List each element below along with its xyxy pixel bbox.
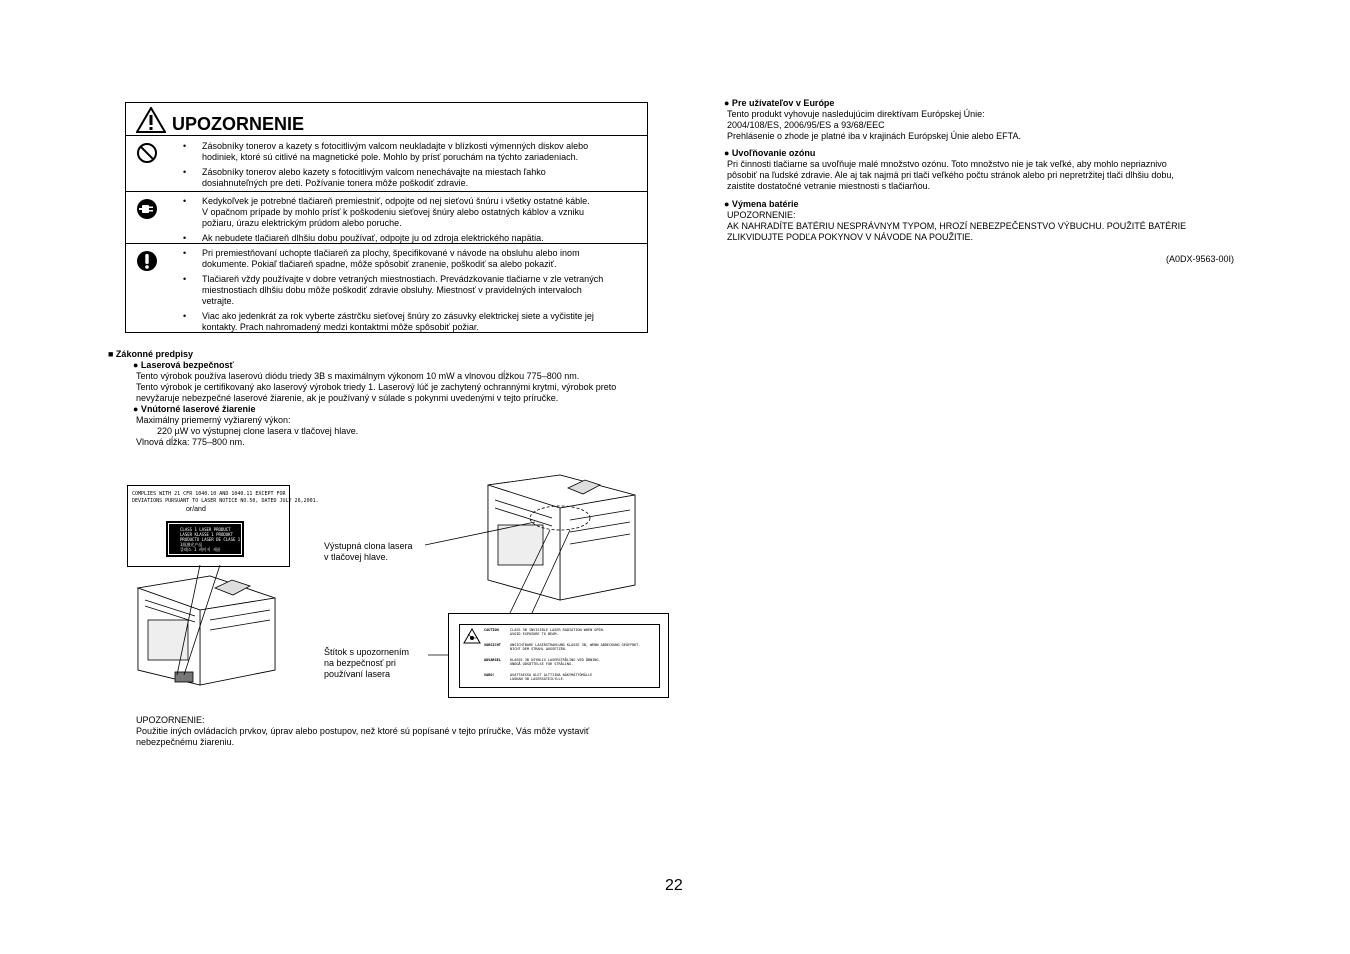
- callout-line: Štítok s upozornením: [324, 647, 410, 657]
- footer-warning-line1: Použitie iných ovládacích prvkov, úprav alebo postupov, než ktoré sú popísané v tejto príručke, Vás môže vystaviť: [136, 726, 590, 736]
- callout-line: na bezpečnosť pri: [324, 658, 396, 668]
- bullet: •: [183, 141, 187, 151]
- or-and-text: or/and: [186, 506, 206, 513]
- warning-section-exclamation: [126, 244, 647, 332]
- regulations-heading: ■ Zákonné predpisy: [108, 349, 193, 359]
- text-line: Tento produkt vyhovuje nasledujúcim direktívam Európskej Únie:: [727, 109, 985, 119]
- europe-heading: ● Pre užívateľov v Európe: [724, 98, 835, 108]
- caution-text: CLASS 3B INVISIBLE LASER RADIATION WHEN OPEN. AVOID EXPOSURE TO BEAM.: [510, 628, 605, 636]
- class1-label-text: CLASS 1 LASER PRODUCT LASER KLASSE 1 PRODUKT PRODUCTO LASER DE CLASE 1 1級激光产品 클래스 1 레이저 제품: [180, 527, 241, 552]
- footer-warning-line2: nebezpečnému žiareniu.: [136, 737, 235, 747]
- caution-text: KLASSE 3B USYNLIG LASERSTRÅLING VED ÅBNING. UNDGÅ UDSÆTTELSE FOR STRÅLING.: [510, 658, 601, 666]
- aperture-callout: [324, 541, 413, 563]
- warning-text: Zásobníky tonerov alebo kazety s fotocitlivým valcom nenechávajte na miestach ľahko: [202, 167, 546, 177]
- warning-box: [125, 102, 648, 333]
- caution-text: AVATTAESSA OLET ALTTIINA NÄKYMÄTTÖMÄLLE LUOKAN 3B LASERSÄTEILYLLE.: [510, 673, 593, 681]
- caution-row: [484, 643, 641, 651]
- warning-text: Zásobníky tonerov a kazety s fotocitlivým valcom neukladajte v blízkosti výmenných diskov alebo: [202, 141, 589, 151]
- internal-radiation-line3: Vlnová dĺžka: 775–800 nm.: [136, 437, 245, 447]
- unplug-icon: [136, 198, 158, 220]
- warning-text: Viac ako jedenkrát za rok vyberte zástrčku sieťovej šnúry zo zásuvky elektrickej siete a vyčistite jej: [202, 311, 594, 321]
- warning-text: požiaru, úrazu elektrickým prúdom alebo poruche.: [202, 218, 402, 228]
- bullet: •: [183, 274, 187, 284]
- printer-rear-small: [138, 576, 275, 685]
- internal-radiation-heading: ● Vnútorné laserové žiarenie: [133, 404, 256, 414]
- battery-heading: ● Výmena batérie: [724, 199, 799, 209]
- printer-rear-large: [488, 475, 635, 600]
- caution-text: UNSICHTBARE LASERSTRAHLUNG KLASSE 3B, WENN ABDECKUNG GEÖFFNET. NICHT DEM STRAHL AUSSETZEN.: [510, 643, 641, 651]
- caution-label: [448, 613, 669, 698]
- page-number: 22: [665, 877, 683, 894]
- footer-warning-label: UPOZORNENIE:: [136, 715, 205, 725]
- document-code: (A0DX-9563-00I): [1166, 254, 1235, 264]
- warning-text: dokumente. Pokiaľ tlačiareň spadne, môže spôsobiť zranenie, poškodiť sa alebo pokaziť.: [202, 259, 557, 269]
- laser-safety-text: [136, 371, 616, 404]
- warning-text: Pri premiestňovaní uchopte tlačiareň za plochy, špecifikované v návode na obsluhu alebo inom: [202, 248, 580, 258]
- warning-section-prohibition: [126, 136, 647, 192]
- ozone-text: [727, 159, 1174, 192]
- text-line: zaistite dostatočné vetranie miestnosti s tlačiarňou.: [727, 181, 931, 191]
- laser-safety-heading: ● Laserová bezpečnosť: [133, 360, 234, 370]
- warning-text: hodiniek, ktoré sú citlivé na magnetické pole. Mohlo by prísť poruchám na týchto zariadeniach.: [202, 152, 579, 162]
- cert-label-text: DEVIATIONS PURSUANT TO LASER NOTICE NO.50, DATED JULY 26,2001.: [132, 498, 319, 504]
- caution-label-inner: [459, 624, 660, 688]
- warning-text: Ak nebudete tlačiareň dlhšiu dobu používať, odpojte ju od zdroja elektrického napätia.: [202, 233, 544, 243]
- warning-text: miestnostiach dlhšiu dobu môže poškodiť zdravie obsluhy. Miestnosť v pravidelných intervaloch: [202, 285, 582, 295]
- cert-label-text: COMPLIES WITH 21 CFR 1040.10 AND 1040.11 EXCEPT FOR: [132, 491, 286, 497]
- text-line: UPOZORNENIE:: [727, 210, 796, 220]
- europe-text: [727, 109, 1021, 142]
- text-line: nevyžaruje nebezpečné laserové žiarenie, ak je používaný v súlade s pokynmi uvedenými v tejto príručke.: [136, 393, 559, 403]
- callout-line: v tlačovej hlave.: [324, 552, 389, 562]
- caution-key: ADVARSEL: [484, 658, 501, 662]
- warning-text: dosiahnuteľných pre deti. Požívanie tonera môže poškodiť zdravie.: [202, 178, 469, 188]
- text-line: ZLIKVIDUJTE PODĽA POKYNOV V NÁVODE NA POUŽITIE.: [727, 232, 974, 242]
- warning-title: UPOZORNENIE: [172, 114, 305, 134]
- internal-radiation-line2: 220 µW vo výstupnej clone lasera v tlačovej hlave.: [157, 426, 359, 436]
- text-line: Tento výrobok je certifikovaný ako laserový výrobok triedy 1. Laserový lúč je zachytený ochrannými krytmi, výrobok preto: [136, 382, 617, 392]
- caution-row: [484, 658, 601, 666]
- safety-label-callout: [324, 647, 409, 680]
- text-line: Tento výrobok používa laserovú diódu triedy 3B s maximálnym výkonom 10 mW a vlnovou dĺžkou 775–800 nm.: [136, 371, 580, 381]
- warning-text: Tlačiareň vždy používajte v dobre vetraných miestnostiach. Prevádzkovanie tlačiarne v zle vetraných: [202, 274, 604, 284]
- ozone-heading: ● Uvoľňovanie ozónu: [724, 148, 816, 158]
- warning-text: Kedykoľvek je potrebné tlačiareň premiestniť, odpojte od nej sieťovú šnúru i všetky ostatné káble.: [202, 196, 590, 206]
- warning-text: vetrajte.: [202, 296, 235, 306]
- prohibition-icon: [136, 142, 158, 164]
- bullet: •: [183, 248, 187, 258]
- bullet: •: [183, 311, 187, 321]
- warning-text: kontakty. Prach nahromadený medzi kontaktmi môže spôsobiť požiar.: [202, 322, 479, 332]
- caution-row: [484, 628, 605, 636]
- caution-key: CAUTION: [484, 628, 499, 632]
- text-line: pôsobiť na ľudské zdravie. Ale aj tak najmä pri tlači veľkého počtu stránok alebo pri nepretržitej tlači dlhšiu dobu,: [727, 170, 1174, 180]
- laser-hazard-icon: [463, 628, 481, 644]
- warning-triangle-icon: [136, 107, 166, 133]
- caution-key: VORSICHT: [484, 643, 501, 647]
- text-line: 2004/108/ES, 2006/95/ES a 93/68/EEC: [727, 120, 885, 130]
- internal-radiation-line1: Maximálny priemerný vyžiarený výkon:: [136, 415, 291, 425]
- exclamation-icon: [136, 250, 158, 272]
- callout-line: používaní lasera: [324, 669, 391, 679]
- bullet: •: [183, 233, 187, 243]
- caution-key: VARO!: [484, 673, 495, 677]
- caution-row: [484, 673, 593, 681]
- warning-section-unplug: [126, 192, 647, 244]
- callout-line: Výstupná clona lasera: [324, 541, 413, 551]
- warning-header: [126, 103, 647, 136]
- text-line: Pri činnosti tlačiarne sa uvoľňuje malé množstvo ozónu. Toto množstvo nie je tak veľké, aby mohlo nepriaznivo: [727, 159, 1167, 169]
- warning-text: V opačnom prípade by mohlo prísť k poškodeniu sieťovej šnúry alebo ostatných káblov a vzniku: [202, 207, 584, 217]
- bullet: •: [183, 196, 187, 206]
- bullet: •: [183, 167, 187, 177]
- battery-text: [727, 210, 1186, 243]
- text-line: AK NAHRADÍTE BATÉRIU NESPRÁVNYM TYPOM, HROZÍ NEBEZPEČENSTVO VÝBUCHU. POUŽITÉ BATÉRIE: [727, 221, 1187, 231]
- text-line: Prehlásenie o zhode je platné iba v krajinách Európskej Únie alebo EFTA.: [727, 131, 1022, 141]
